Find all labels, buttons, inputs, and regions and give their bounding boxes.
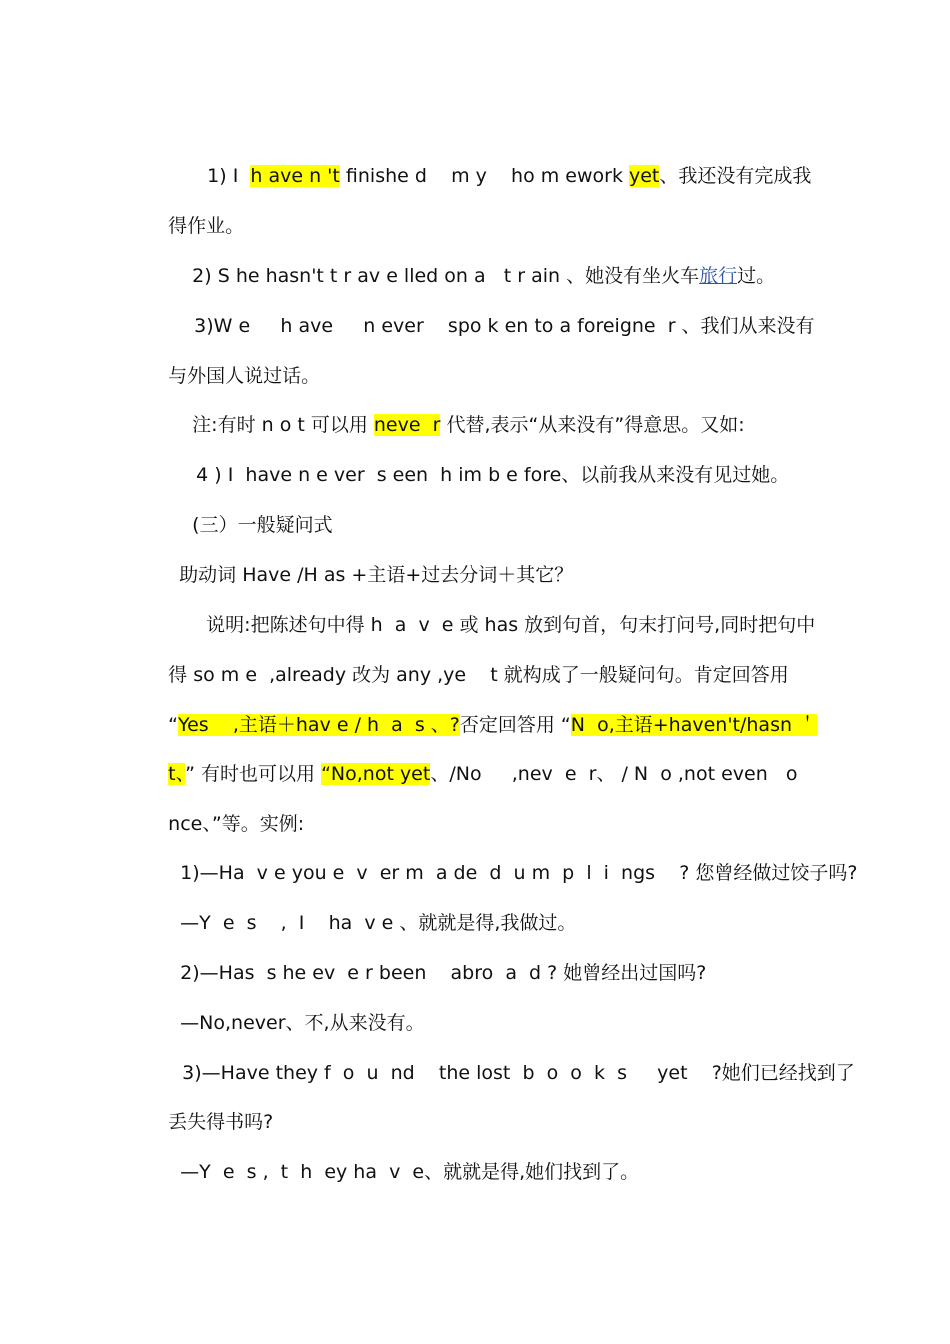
line-text: 3)W e h ave n ever spo k en to a foreigne r 、我们从来没有 — [194, 315, 815, 337]
line-text: 1) I — [207, 165, 251, 187]
line-text: 与外国人说过话。 — [168, 365, 321, 387]
line-text: 说明:把陈述句中得 h a v e 或 has 放到句首，句末打问号,同时把句中 — [206, 614, 816, 636]
text-line-1 — [183, 137, 811, 215]
line-text: 、我还没有完成我 — [659, 165, 812, 187]
highlighted-text: neve r — [373, 414, 441, 436]
line-text: 3)—Have they f o u nd the lost b o o k s yet ?她们已经找到了 — [182, 1062, 855, 1084]
line-text: —Y e s , I ha v e 、就就是得,我做过。 — [180, 912, 577, 934]
line-text: 2)—Has s he ev e r been abro a d ? 她曾经出过国吗? — [180, 962, 707, 984]
line-text: 2) S he hasn't t r av e lled on a t r ain 、她没有坐火车 — [192, 265, 700, 287]
line-text: —Y e s , t h ey ha v e、就就是得,她们找到了。 — [180, 1161, 640, 1183]
highlighted-text: h ave n 't — [250, 165, 340, 187]
line-text: nce、”等。实例: — [168, 813, 305, 835]
highlighted-text: yet — [629, 165, 660, 187]
highlighted-text: Yes ,主语＋hav e / h a s 、? — [178, 714, 460, 736]
line-text: finishe d m y ho m ework — [339, 165, 629, 187]
line-text: 4 ) I have n e ver s een h im b e fore、以前我从来没有见过她。 — [196, 464, 790, 486]
line-text: 得 so m e ,already 改为 any ,ye t 就构成了一般疑问句。肯定回答用 — [168, 664, 789, 686]
highlighted-text: N o,主语+haven't/hasn ＇ — [570, 714, 818, 736]
line-text: 过。 — [737, 265, 776, 287]
travel-link[interactable]: 旅行 — [699, 265, 738, 287]
example-line-7 — [156, 1133, 639, 1211]
line-text: —No,never、不,从来没有。 — [180, 1012, 425, 1034]
line-text: 、/No ,nev e r、 / N o ,not even o — [430, 763, 798, 785]
line-text: 丢失得书吗? — [168, 1111, 274, 1133]
line-text: 助动词 Have /H as +主语+过去分词＋其它？ — [179, 564, 574, 586]
line-text: 否定回答用 “ — [459, 714, 571, 736]
line-text: ” 有时也可以用 — [185, 763, 322, 785]
line-text: 得作业。 — [168, 215, 245, 237]
line-text: 代替,表示“从来没有”得意思。又如: — [440, 414, 745, 436]
line-text: 注:有时 n o t 可以用 — [192, 414, 374, 436]
line-text: 1)—Ha v e you e v er m a de d u m p l i ngs ? 您曾经做过饺子吗? — [180, 862, 858, 884]
line-text: “ — [168, 714, 179, 736]
highlighted-text: t、 — [168, 763, 186, 785]
line-text: (三）一般疑问式 — [192, 514, 333, 536]
highlighted-text: “No,not yet — [321, 763, 431, 785]
